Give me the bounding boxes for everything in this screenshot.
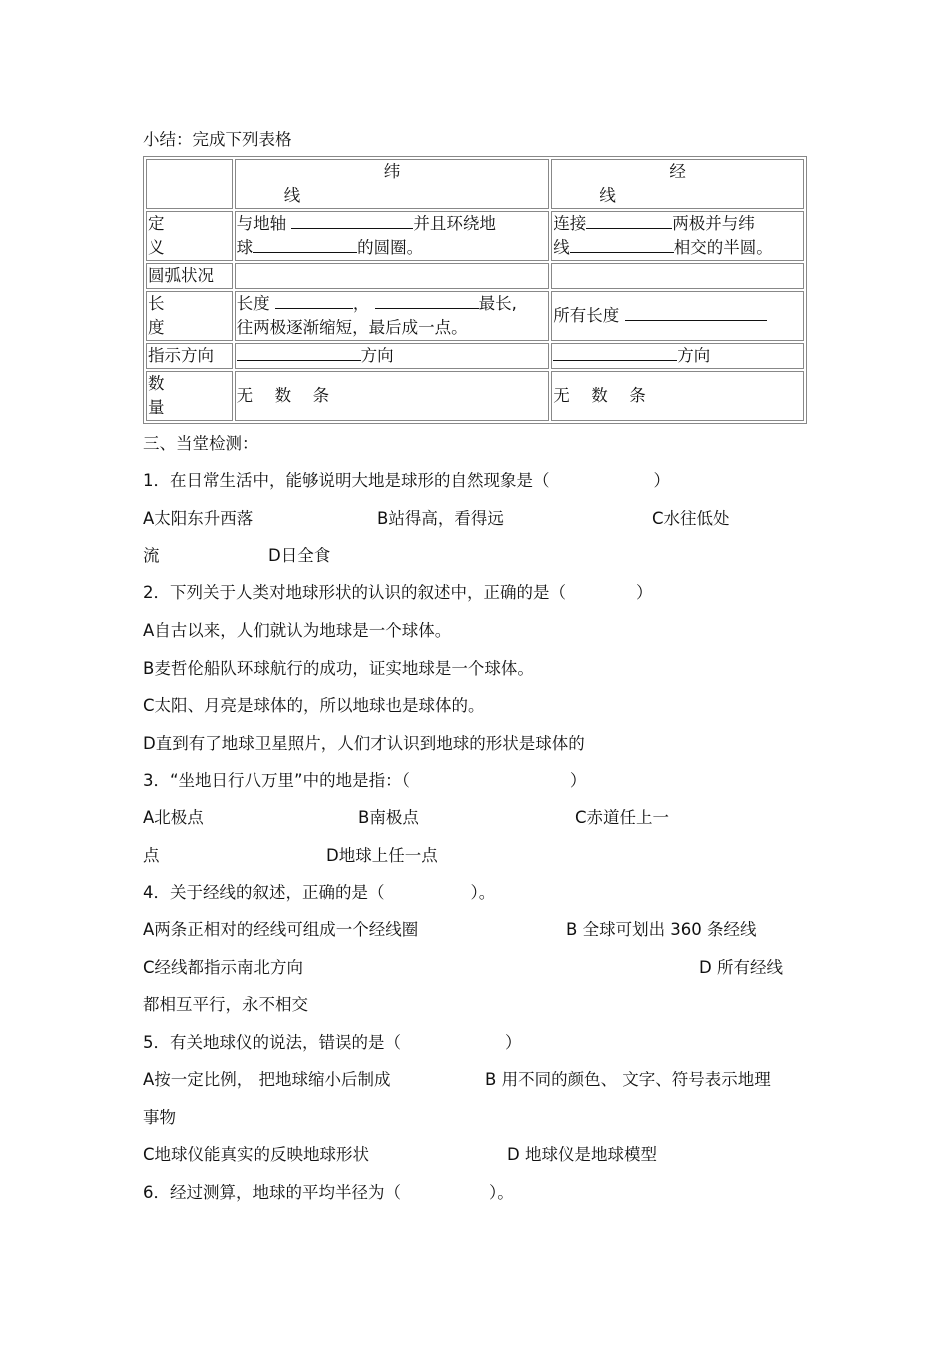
q4-stem: 4．关于经线的叙述，正确的是（ (143, 883, 385, 902)
len-lat-blank2[interactable] (375, 292, 479, 309)
q3-close: ） (569, 771, 587, 790)
len-lat-text2: 最长, (478, 294, 517, 313)
question-6 (143, 1179, 514, 1203)
definition-label-2: 义 (148, 238, 165, 257)
q2-option-a[interactable]: A自古以来，人们就认为地球是一个球体。 (143, 621, 452, 640)
question-1 (143, 467, 670, 491)
len-lat-blank1[interactable] (275, 292, 353, 309)
def-lon-text1: 连接 (553, 214, 587, 233)
count-row (146, 371, 804, 421)
q3-stem: 3．“坐地日行八万里”中的地是指：（ (143, 771, 410, 790)
q6-stem: 6．经过测算，地球的平均半径为（ (143, 1183, 401, 1202)
q5-option-d[interactable]: D 地球仪是地球模型 (507, 1145, 657, 1164)
count-lon-3: 条 (629, 386, 646, 405)
q4-option-a[interactable]: A两条正相对的经线可组成一个经线圈 (143, 920, 419, 939)
q3-option-d[interactable]: D地球上任一点 (326, 846, 438, 865)
definition-label-1: 定 (148, 214, 165, 233)
direction-row (146, 343, 804, 369)
len-lat-comma: ， (352, 294, 370, 313)
q4-option-b[interactable]: B 全球可划出 360 条经线 (566, 920, 757, 939)
q3-option-c[interactable]: C赤道任上一 (575, 808, 670, 827)
count-lat-2: 数 (274, 386, 292, 405)
count-lon-1: 无 (553, 386, 570, 405)
def-lat-text2: 并且环绕地 (413, 214, 496, 233)
q1-option-d[interactable]: D日全食 (268, 546, 331, 565)
q3-option-c-cont: 点 (143, 846, 160, 865)
question-5 (143, 1029, 522, 1053)
count-label-2: 量 (148, 398, 165, 417)
q5-stem: 5．有关地球仪的说法，错误的是（ (143, 1033, 401, 1052)
question-4 (143, 879, 495, 903)
header-longitude-char2: 线 (599, 186, 616, 205)
direction-label: 指示方向 (146, 343, 233, 369)
length-latitude (235, 291, 550, 341)
def-lat-text4: 的圆圈。 (357, 238, 424, 257)
header-latitude-char2: 线 (283, 186, 301, 205)
question-3 (143, 767, 586, 791)
q3-option-b[interactable]: B南极点 (358, 808, 419, 827)
def-lon-blank1[interactable] (586, 212, 672, 229)
definition-longitude (551, 211, 804, 261)
q5-option-a[interactable]: A按一定比例， 把地球缩小后制成 (143, 1070, 391, 1089)
q6-close: ）。 (489, 1183, 514, 1202)
q5-option-c[interactable]: C地球仪能真实的反映地球形状 (143, 1145, 370, 1164)
def-lat-blank2[interactable] (253, 236, 357, 253)
arc-longitude-answer[interactable] (551, 263, 804, 289)
q2-option-c[interactable]: C太阳、月亮是球体的，所以地球也是球体的。 (143, 696, 485, 715)
def-lon-text2: 两极并与纬 (672, 214, 755, 233)
q1-option-a[interactable]: A太阳东升西落 (143, 509, 254, 528)
q4-option-c[interactable]: C经线都指示南北方向 (143, 958, 304, 977)
question-2 (143, 579, 653, 603)
q1-option-c[interactable]: C水往低处 (652, 509, 730, 528)
def-lat-text1: 与地轴 (236, 214, 287, 233)
q1-option-c-cont: 流 (143, 546, 160, 565)
arc-row (146, 263, 804, 289)
summary-table (143, 156, 807, 424)
dir-lat-blank[interactable] (237, 344, 361, 361)
q5-option-b-cont: 事物 (143, 1108, 176, 1127)
q2-option-d[interactable]: D直到有了地球卫星照片，人们才认识到地球的形状是球体的 (143, 734, 585, 753)
q1-option-b[interactable]: B站得高，看得远 (377, 509, 504, 528)
q4-option-d-cont: 都相互平行，永不相交 (143, 995, 308, 1014)
def-lat-blank1[interactable] (291, 212, 413, 229)
table-header-row (146, 159, 804, 209)
arc-latitude-answer[interactable] (235, 263, 550, 289)
definition-label (146, 211, 233, 261)
q3-option-a[interactable]: A北极点 (143, 808, 204, 827)
def-lat-text3: 球 (236, 238, 254, 257)
summary-title: 小结：完成下列表格 (143, 130, 292, 149)
q2-stem: 2．下列关于人类对地球形状的认识的叙述中，正确的是（ (143, 583, 566, 602)
def-lon-text4: 相交的半圆。 (673, 238, 773, 257)
header-empty-cell (146, 159, 233, 209)
q5-close: ） (505, 1033, 522, 1052)
count-longitude (551, 371, 804, 421)
q5-option-b[interactable]: B 用不同的颜色、 文字、符号表示地理 (485, 1070, 771, 1089)
length-row (146, 291, 804, 341)
len-lon-text: 所有长度 (553, 306, 620, 325)
count-lat-1: 无 (236, 386, 254, 405)
arc-label: 圆弧状况 (146, 263, 233, 289)
q2-option-b[interactable]: B麦哲伦船队环球航行的成功，证实地球是一个球体。 (143, 659, 534, 678)
dir-lon-text: 方向 (677, 346, 711, 365)
count-lat-3: 条 (312, 386, 330, 405)
definition-latitude (235, 211, 550, 261)
length-label-2: 度 (148, 318, 165, 337)
len-lat-text3: 往两极逐渐缩短，最后成一点。 (236, 318, 468, 337)
def-lon-text3: 线 (553, 238, 570, 257)
length-label (146, 291, 233, 341)
length-label-1: 长 (148, 294, 165, 313)
len-lat-text1: 长度 (236, 294, 270, 313)
length-longitude (551, 291, 804, 341)
q2-close: ） (636, 583, 653, 602)
q4-close: ）。 (470, 883, 496, 902)
count-lon-2: 数 (591, 386, 608, 405)
header-longitude (551, 159, 804, 209)
header-longitude-char1: 经 (669, 162, 686, 181)
q4-option-d[interactable]: D 所有经线 (699, 958, 783, 977)
count-label (146, 371, 233, 421)
section-title: 三、当堂检测： (143, 434, 259, 453)
dir-lon-blank[interactable] (553, 344, 677, 361)
q1-close: ） (653, 471, 670, 490)
count-latitude (235, 371, 550, 421)
count-label-1: 数 (148, 374, 165, 393)
direction-latitude (235, 343, 550, 369)
dir-lat-text: 方向 (360, 346, 394, 365)
header-latitude-char1: 纬 (383, 162, 401, 181)
direction-longitude (551, 343, 804, 369)
q1-stem: 1．在日常生活中，能够说明大地是球形的自然现象是（ (143, 471, 550, 490)
header-latitude (235, 159, 550, 209)
len-lon-blank[interactable] (625, 304, 767, 321)
definition-row (146, 211, 804, 261)
def-lon-blank2[interactable] (570, 236, 674, 253)
